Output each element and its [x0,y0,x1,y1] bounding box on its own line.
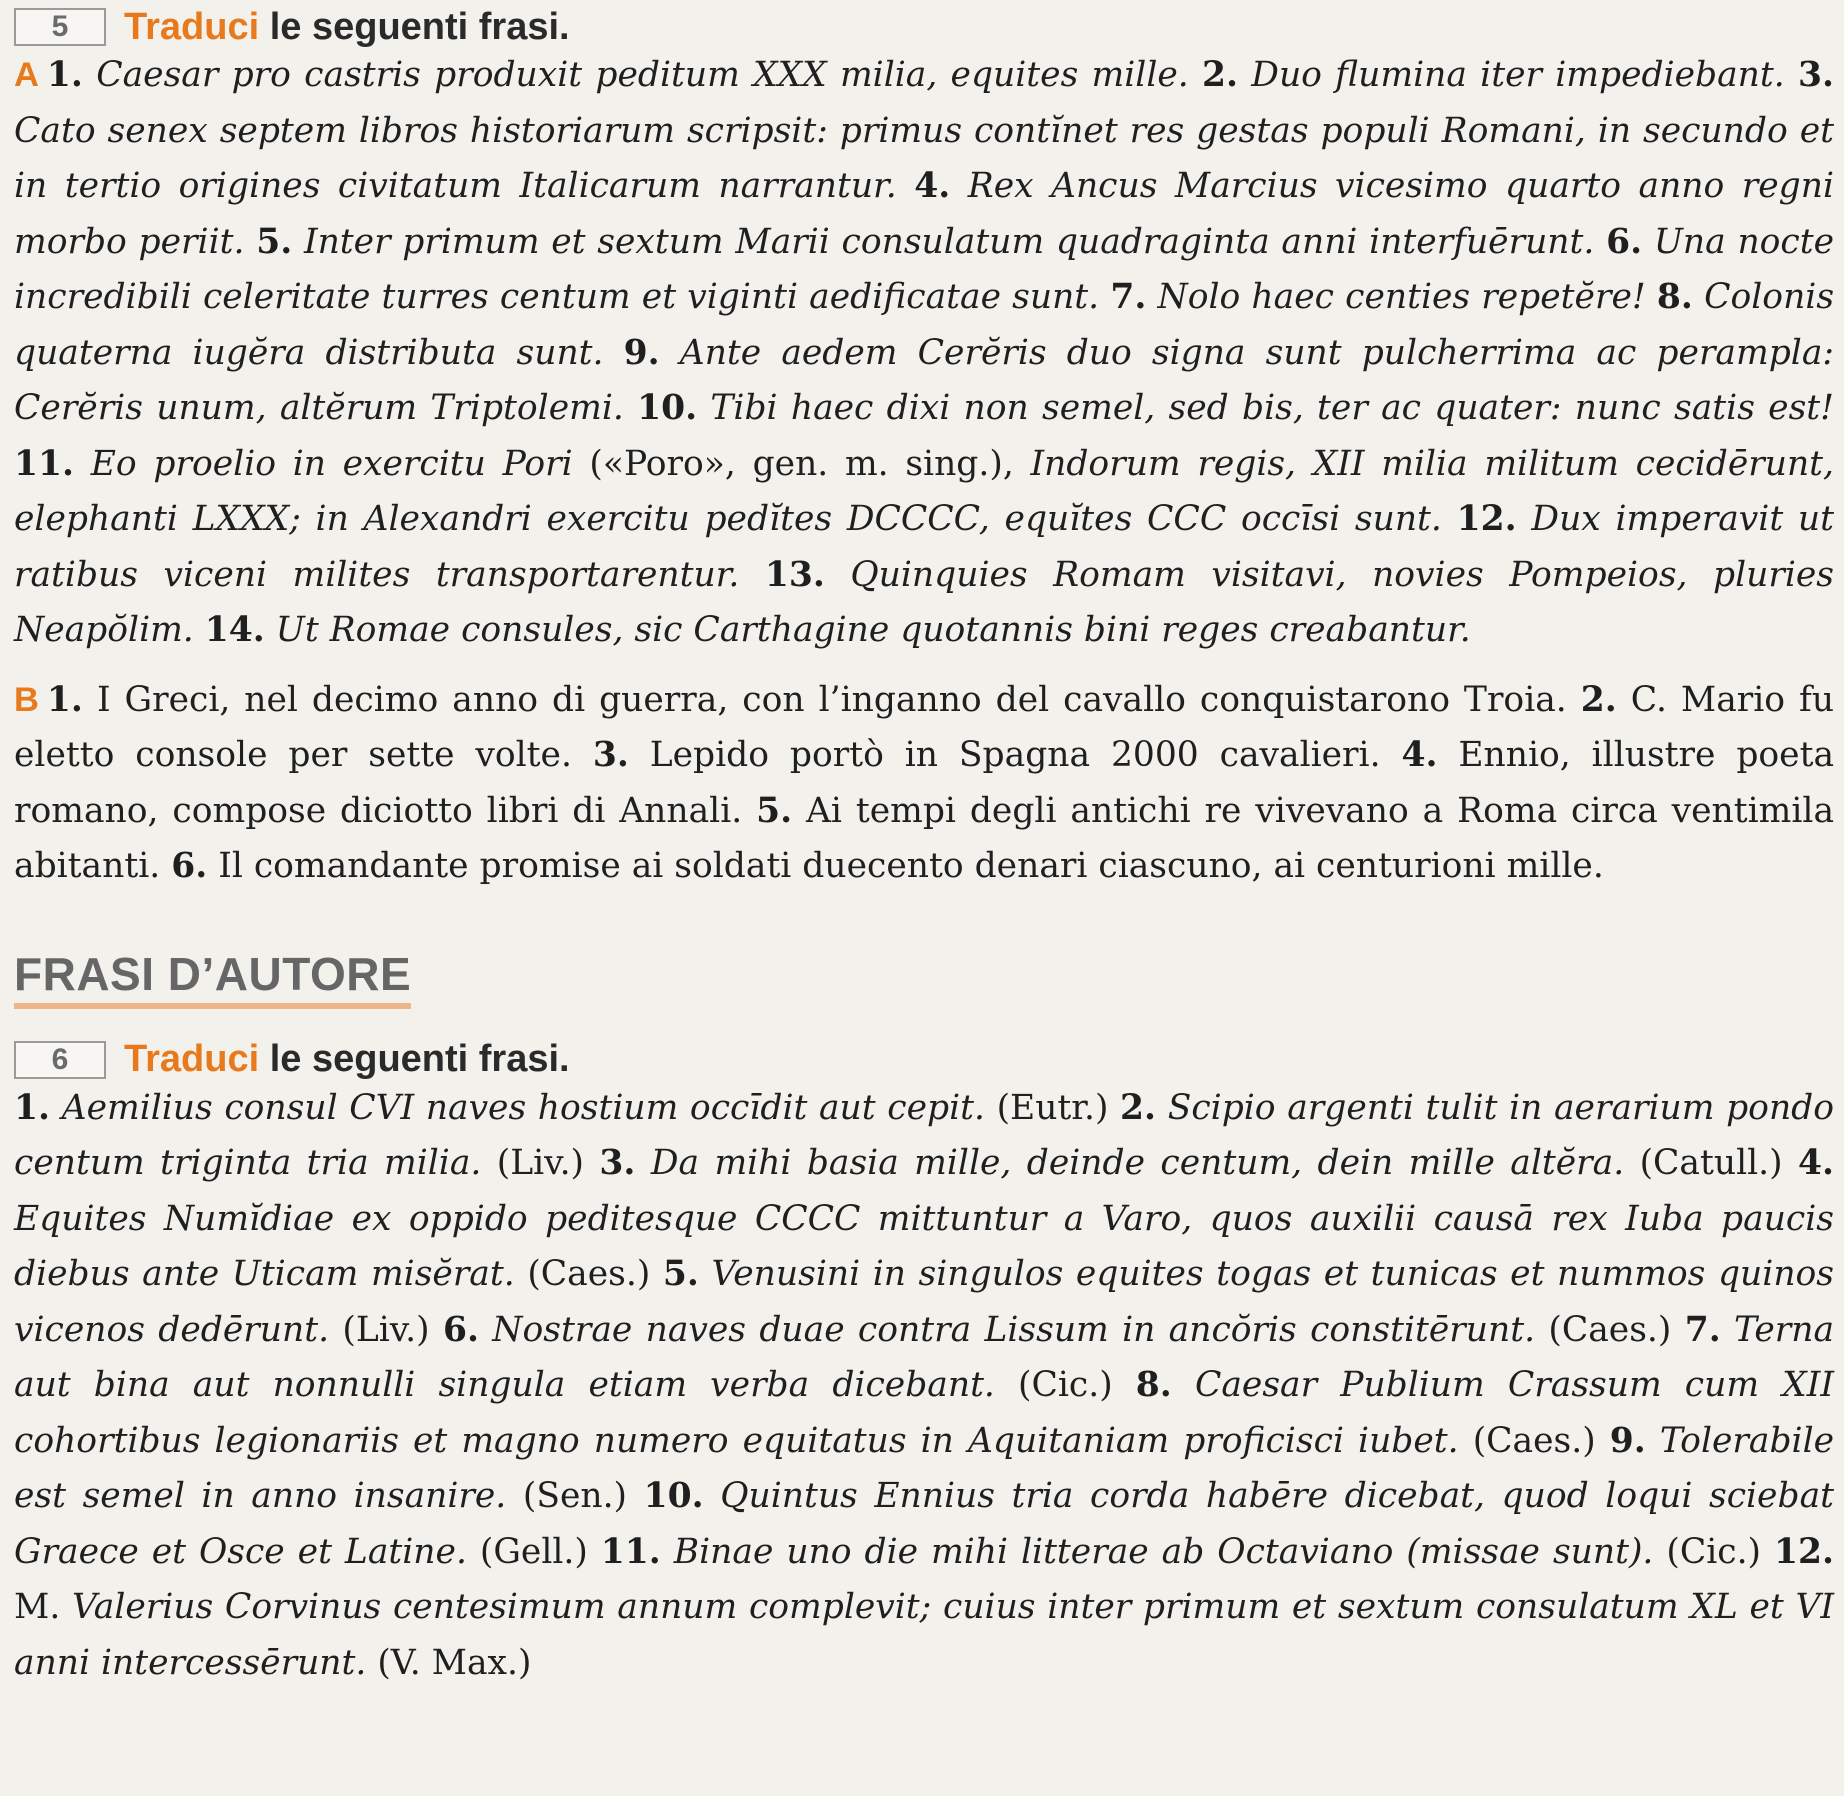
part-label-b: B [14,680,39,719]
latin-sentence: Scipio argenti tulit in aerarium pondo centum triginta tria milia. [14,1087,1835,1183]
part-label-a: A [14,56,39,94]
source-citation: (Cic.) [1018,1365,1113,1405]
source-citation: (Eutr.) [996,1087,1109,1128]
latin-sentence: Ante aedem Cerĕris duo signa sunt pulcherrima ac perampla: Cerĕris unum, altĕrum Triptolemi. [14,332,1835,428]
sentence-number: 12. [1773,1531,1834,1572]
latin-sentence: Aemilius consul CVI naves hostium occīdit aut cepit. [61,1087,985,1128]
sentence-number: 6. [442,1309,479,1350]
sentence-number: 10. [643,1476,704,1516]
sentence-number: 5. [256,221,293,262]
source-citation: (Cic.) [1666,1531,1761,1572]
source-citation: (Liv.) [342,1309,430,1350]
sentence-number: 9. [1609,1420,1646,1461]
italian-sentence: C. Mario fu eletto console per sette volte. [14,679,1835,775]
sentence-number: 1. [14,1087,51,1128]
exercise-6-header [14,1039,1834,1081]
source-citation: (Gell.) [479,1531,588,1572]
source-citation: (Liv.) [496,1143,585,1183]
sentence-number: 11. [14,443,75,484]
latin-sentence: Duo flumina iter impediebant. [1251,55,1785,95]
italian-sentence: Ennio, illustre poeta romano, compose diciotto libri di Annali. [14,735,1835,831]
source-citation: (Caes.) [527,1254,651,1294]
sentence-number: 11. [600,1531,661,1572]
latin-sentence: Rex Ancus Marcius vicesimo quarto anno regni morbo periit. [14,166,1834,262]
latin-sentence: Tibi haec dixi non semel, sed bis, ter ac quater: nunc satis est! [710,388,1835,428]
latin-sentence: Nolo haec centies repetĕre! [1157,277,1646,317]
exercise-5-header [14,6,1834,48]
sentence-number: 4. [1797,1143,1835,1183]
latin-sentence: Inter primum et sextum Marii consulatum quadraginta anni interfuērunt. [303,221,1595,262]
italian-sentence: Il comandante promise ai soldati duecento denari ciascuno, ai centurioni mille. [218,846,1604,886]
sentence-number: 10. [637,388,698,428]
exercise-6-paragraph [14,1081,1834,1692]
instruction-verb: Traduci [124,5,260,48]
sentence-number: 8. [1656,277,1693,317]
sentence-number: 6. [171,846,208,886]
latin-sentence: Eo proelio in exercitu Pori [90,443,573,484]
latin-sentence: Terna aut bina aut nonnulli singula etiam verba dicebant. [14,1309,1835,1405]
sentence-number: 8. [1135,1365,1172,1405]
source-citation: (Catull.) [1639,1143,1783,1183]
sentence-number: 4. [1401,735,1438,775]
latin-sentence: Una nocte incredibili celeritate turres centum et viginti aedificatae sunt. [14,221,1835,317]
sentence-number: 3. [592,735,629,775]
latin-sentence: Cato senex septem libros historiarum scripsit: primus contĭnet res gestas populi Romani, in secundo et in tertio origines civitatum Italicarum narrantur. [14,110,1834,206]
italian-sentence: Ai tempi degli antichi re vivevano a Roma circa ventimila abitanti. [14,790,1835,886]
sentence-number: 14. [204,610,265,650]
sentence-number: 7. [1110,277,1147,317]
latin-sentence: Indorum regis, XII milia militum cecidērunt, elephanti LXXX; in Alexandri exercitu pedĭtes DCCCC, equĭtes CCC occīsi sunt. [14,443,1835,539]
textbook-page [14,0,1834,1691]
exercise-5a-paragraph [14,48,1834,659]
latin-sentence: Caesar pro castris produxit peditum XXX milia, equites mille. [96,55,1189,95]
italian-sentence: Lepido portò in Spagna 2000 cavalieri. [649,735,1381,775]
sentence-number: 1. [46,679,83,720]
exercise-number: 6 [14,1041,106,1079]
source-citation: (Sen.) [522,1476,628,1516]
instruction-verb: Traduci [124,1038,260,1080]
latin-sentence: Tolerabile est semel in anno insanire. [14,1420,1835,1516]
latin-sentence: Venusini in singulos equites togas et tunicas et nummos quinos vicenos dedērunt. [14,1254,1835,1350]
source-citation: (Caes.) [1548,1309,1672,1350]
source-citation: (Caes.) [1472,1420,1596,1461]
italian-sentence: I Greci, nel decimo anno di guerra, con l’inganno del cavallo conquistarono Troia. [96,679,1567,720]
source-citation: (V. Max.) [377,1642,532,1683]
latin-sentence: Da mihi basia mille, deinde centum, dein mille altĕra. [650,1143,1625,1183]
latin-sentence: (missae sunt). [1406,1531,1654,1572]
latin-sentence: Quintus Ennius tria corda habēre dicebat, quod loqui sciebat Graece et Osce et Latine. [14,1476,1834,1572]
instruction-text: le seguenti frasi. [259,1038,570,1080]
exercise-instruction [124,1038,570,1081]
sentence-number: 2. [1202,55,1239,95]
sentence-number: 6. [1606,221,1643,262]
latin-sentence: Quinquies Romam visitavi, novies Pompeios, pluries Neapŏlim. [14,554,1834,650]
sentence-number: 3. [1797,55,1835,95]
sentence-number: 5. [756,790,793,831]
instruction-text: le seguenti frasi. [259,5,570,48]
sentence-number: 2. [1120,1087,1157,1128]
gloss-note: («Poro», gen. m. sing.), [589,443,1014,484]
sentence-number: 2. [1580,679,1617,720]
sentence-number: 13. [764,554,825,595]
sentence-number: 5. [662,1254,699,1294]
latin-sentence: Dux imperavit ut ratibus viceni milites transportarentur. [14,499,1835,595]
latin-sentence: Colonis quaterna iugĕra distributa sunt. [14,277,1835,373]
latin-sentence: Nostrae naves duae contra Lissum in ancŏris constitērunt. [492,1309,1536,1350]
exercise-instruction [124,6,570,49]
author-initial: M. [14,1587,61,1627]
sentence-number: 9. [623,332,660,373]
latin-sentence: Equites Numĭdiae ex oppido peditesque CCCC mittuntur a Varo, quos auxilii causā rex Iuba paucis diebus ante Uticam misĕrat. [14,1198,1834,1294]
sentence-number: 12. [1456,499,1517,539]
latin-sentence: Binae uno die mihi litterae ab Octaviano [673,1531,1394,1572]
latin-sentence: Valerius Corvinus centesimum annum complevit; cuius inter primum et sextum consulatum XL et VI anni intercessērunt. [14,1587,1834,1683]
sentence-number: 3. [599,1143,636,1183]
latin-sentence: Ut Romae consules, sic Carthagine quotannis bini reges creabantur. [275,610,1471,650]
latin-sentence: Caesar Publium Crassum cum XII cohortibus legionariis et magno numero equitatus in Aquitaniam proficisci iubet. [14,1365,1834,1461]
sentence-number: 7. [1684,1309,1721,1350]
sentence-number: 4. [914,166,951,206]
sentence-number: 1. [46,55,83,95]
exercise-5b-paragraph [14,673,1834,895]
exercise-number: 5 [14,8,106,46]
section-title: FRASI D’AUTORE [14,947,411,1009]
